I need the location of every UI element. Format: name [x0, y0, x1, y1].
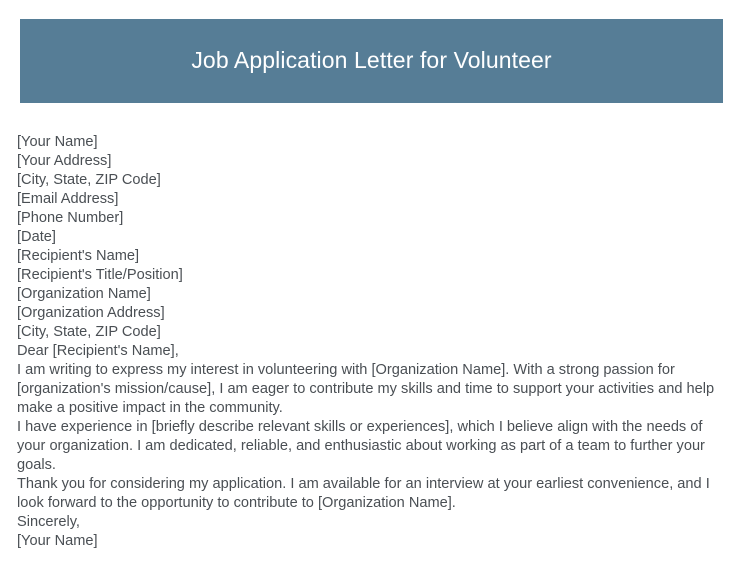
letter-paragraph-1: I am writing to express my interest in volunteering with [Organization Name]. With a strong passion for [organization's mission/cause], I am eager to contribute my skills and time to support your activities and help make a positive impact in the community.	[17, 362, 715, 416]
document-header-banner	[20, 19, 723, 103]
page-title: Job Application Letter for Volunteer	[191, 47, 552, 74]
letter-paragraph-2: I have experience in [briefly describe relevant skills or experiences], which I believe align with the needs of your organization. I am dedicated, reliable, and enthusiastic about working as part of a team to further your goals.	[17, 419, 705, 473]
letter-line-phone-number: [Phone Number]	[17, 210, 124, 226]
letter-body	[17, 133, 723, 551]
letter-line-organization-address: [Organization Address]	[17, 305, 165, 321]
letter-line-your-address: [Your Address]	[17, 153, 112, 169]
letter-signature: [Your Name]	[17, 533, 98, 549]
letter-line-sender-city-state-zip: [City, State, ZIP Code]	[17, 172, 161, 188]
letter-line-recipient-name: [Recipient's Name]	[17, 248, 140, 264]
letter-line-email-address: [Email Address]	[17, 191, 119, 207]
letter-line-your-name: [Your Name]	[17, 134, 98, 150]
letter-line-organization-name: [Organization Name]	[17, 286, 151, 302]
letter-line-recipient-title: [Recipient's Title/Position]	[17, 267, 183, 283]
letter-closing: Sincerely,	[17, 514, 80, 530]
letter-line-organization-city-state-zip: [City, State, ZIP Code]	[17, 324, 161, 340]
letter-paragraph-3: Thank you for considering my application. I am available for an interview at your earliest convenience, and I look forward to the opportunity to contribute to [Organization Name].	[17, 476, 710, 511]
letter-line-date: [Date]	[17, 229, 56, 245]
letter-salutation: Dear [Recipient's Name],	[17, 343, 179, 359]
